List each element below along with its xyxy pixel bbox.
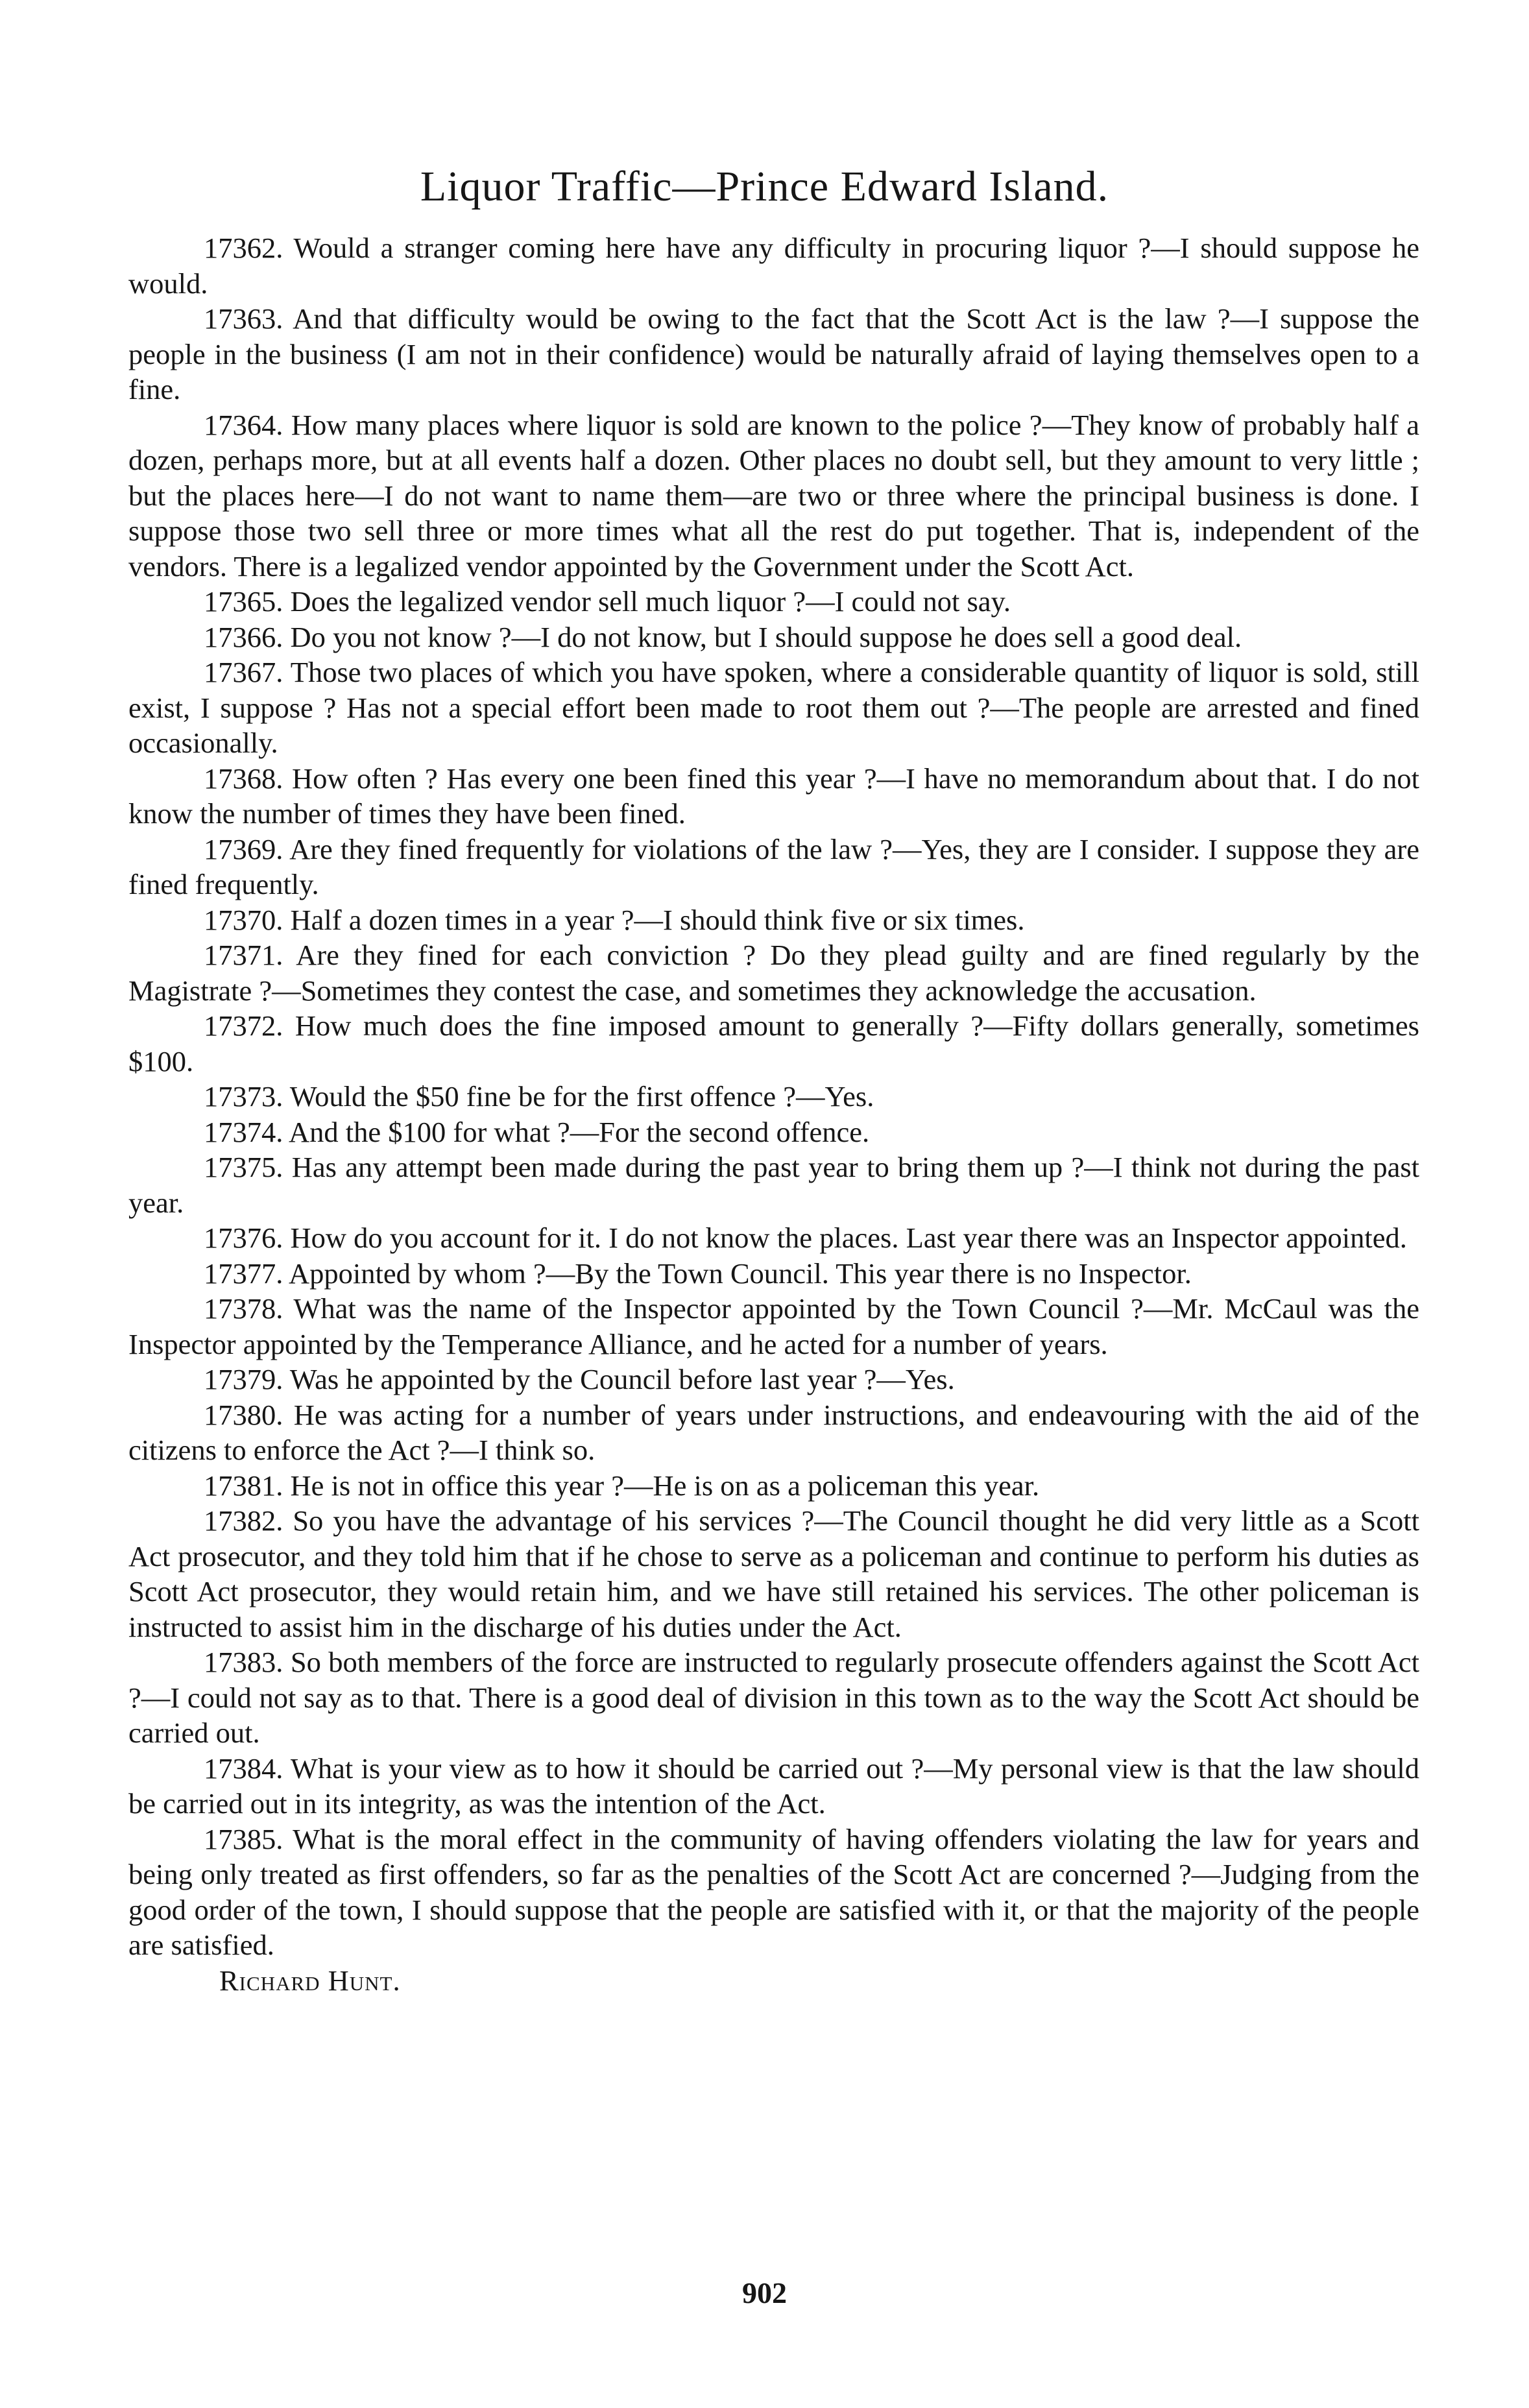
question-17376: 17376. How do you account for it. I do not know the places. Last year there was an Inspector appointed. xyxy=(204,1222,1407,1254)
question-17373: 17373. Would the $50 fine be for the first offence ?—Yes. xyxy=(204,1080,874,1113)
question-17378: 17378. What was the name of the Inspector appointed by the Town Council ?—Mr. McCaul was the Inspector appointed by the Temperance Alliance, and he acted for a number of years. xyxy=(128,1292,1419,1360)
question-17368: 17368. How often ? Has every one been fined this year ?—I have no memorandum about that. I do not know the number of times they have been fined. xyxy=(128,762,1419,830)
question-17385: 17385. What is the moral effect in the community of having offenders violating the law for years and being only treated as first offenders, so far as the penalties of the Scott Act are concerned ?—Judging from the good order of the town, I should suppose that the people are satisfied with it, or that the majority of the people are satisfied. xyxy=(128,1822,1419,1961)
question-17379: 17379. Was he appointed by the Council before last year ?—Yes. xyxy=(204,1363,955,1395)
question-17381: 17381. He is not in office this year ?—He is on as a policeman this year. xyxy=(204,1469,1040,1502)
question-17374: 17374. And the $100 for what ?—For the second offence. xyxy=(204,1115,870,1148)
testimony-body xyxy=(128,230,1419,1998)
question-17365: 17365. Does the legalized vendor sell much liquor ?—I could not say. xyxy=(204,585,1011,618)
question-17370: 17370. Half a dozen times in a year ?—I should think five or six times. xyxy=(204,903,1025,936)
question-17364: 17364. How many places where liquor is sold are known to the police ?—They know of probably half a dozen, perhaps more, but at all events half a dozen. Other places no doubt sell, but they amount to very little ; but the places here—I do not want to name them—are two or three where the principal business is done. I suppose those two sell three or more times what all the rest do put together. That is, independent of the vendors. There is a legalized vendor appointed by the Government under the Scott Act. xyxy=(128,408,1419,583)
page-title: Liquor Traffic—Prince Edward Island. xyxy=(420,163,1109,210)
question-17362: 17362. Would a stranger coming here have any difficulty in procuring liquor ?—I should suppose he would. xyxy=(128,232,1419,300)
question-17367: 17367. Those two places of which you have spoken, where a considerable quantity of liquor is sold, still exist, I suppose ? Has not a special effort been made to root them out ?—The people are arrested and fined occasionally. xyxy=(128,656,1419,759)
question-17383: 17383. So both members of the force are instructed to regularly prosecute offenders against the Scott Act ?—I could not say as to that. There is a good deal of division in this town as to the way the Scott Act should be carried out. xyxy=(128,1646,1419,1749)
question-17369: 17369. Are they fined frequently for violations of the law ?—Yes, they are I consider. I suppose they are fined frequently. xyxy=(128,832,1419,900)
question-17384: 17384. What is your view as to how it should be carried out ?—My personal view is that the law should be carried out in its integrity, as was the intention of the Act. xyxy=(128,1752,1419,1820)
question-17382: 17382. So you have the advantage of his services ?—The Council thought he did very little as a Scott Act prosecutor, and they told him that if he chose to serve as a policeman and continue to perform his duties as Scott Act prosecutor, they would retain him, and we have still retained his services. The other policeman is instructed to assist him in the discharge of his duties under the Act. xyxy=(128,1504,1419,1643)
question-17371: 17371. Are they fined for each conviction ? Do they plead guilty and are fined regularly by the Magistrate ?—Sometimes they contest the case, and sometimes they acknowledge the accusation. xyxy=(128,939,1419,1007)
question-17377: 17377. Appointed by whom ?—By the Town Council. This year there is no Inspector. xyxy=(204,1257,1192,1290)
question-17372: 17372. How much does the fine imposed amount to generally ?—Fifty dollars generally, sometimes $100. xyxy=(128,1009,1419,1078)
question-17366: 17366. Do you not know ?—I do not know, but I should suppose he does sell a good deal. xyxy=(204,620,1242,653)
question-17380: 17380. He was acting for a number of years under instructions, and endeavouring with the aid of the citizens to enforce the Act ?—I think so. xyxy=(128,1398,1419,1466)
page-number: 902 xyxy=(742,2276,787,2309)
witness-signature: Richard Hunt. xyxy=(219,1964,401,1997)
question-17363: 17363. And that difficulty would be owing to the fact that the Scott Act is the law ?—I suppose the people in the business (I am not in their confidence) would be naturally afraid of laying themselves open to a fine. xyxy=(128,302,1419,405)
question-17375: 17375. Has any attempt been made during the past year to bring them up ?—I think not during the past year. xyxy=(128,1151,1419,1219)
